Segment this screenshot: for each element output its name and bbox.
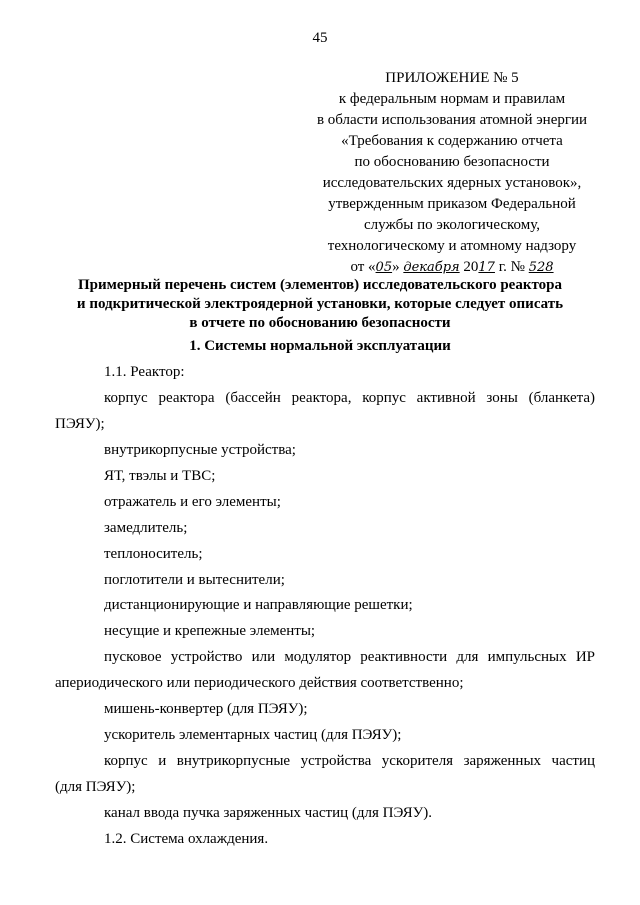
appendix-line: исследовательских ядерных установок», <box>322 175 582 191</box>
appendix-line: к федеральным нормам и правилам <box>338 91 566 107</box>
list-item: дистанционирующие и направляющие решетки; <box>104 597 413 613</box>
list-item: отражатель и его элементы; <box>104 494 281 510</box>
section-heading: 1. Системы нормальной эксплуатации <box>189 338 451 354</box>
handwritten-year: 17 <box>478 260 495 275</box>
list-item-starter-cont: апериодического или периодического действия соответственно; <box>55 675 464 691</box>
list-item: несущие и крепежные элементы; <box>104 623 316 639</box>
handwritten-month: декабря <box>403 260 460 275</box>
list-item: ускоритель элементарных частиц (для ПЭЯУ); <box>104 727 402 743</box>
appendix-title: ПРИЛОЖЕНИЕ № 5 <box>385 70 519 86</box>
list-item: мишень-конвертер (для ПЭЯУ); <box>104 701 308 717</box>
list-item: внутрикорпусные устройства; <box>104 442 296 458</box>
appendix-line: службы по экологическому, <box>364 217 540 233</box>
page-number: 45 <box>312 30 328 46</box>
handwritten-order-number: 528 <box>528 260 554 275</box>
appendix-line: утвержденным приказом Федеральной <box>328 196 576 212</box>
appendix-line: «Требования к содержанию отчета <box>341 133 563 149</box>
appendix-block <box>282 68 622 278</box>
document-title: Примерный перечень систем (элементов) исследовательского реактора и подкритической электроядерной установки, которые следует описать в отчете по обоснованию безопасности <box>76 277 564 331</box>
list-item-vessel-cont: ПЭЯУ); <box>55 416 105 432</box>
list-item: замедлитель; <box>104 520 188 536</box>
list-item-vessel: корпус реактора (бассейн реактора, корпус активной зоны (бланкета) <box>104 390 595 406</box>
item-1-1: 1.1. Реактор: <box>104 364 185 380</box>
list-item: теплоноситель; <box>104 546 203 562</box>
handwritten-day: 05 <box>375 260 393 275</box>
list-item-acc-vessel-cont: (для ПЭЯУ); <box>55 779 136 795</box>
appendix-line: технологическому и атомному надзору <box>327 238 577 254</box>
appendix-line: по обоснованию безопасности <box>354 154 550 170</box>
appendix-line: в области использования атомной энергии <box>316 112 588 128</box>
list-item: поглотители и вытеснители; <box>104 572 285 588</box>
list-item-starter: пусковое устройство или модулятор реактивности для импульсных ИР <box>104 649 595 665</box>
item-1-2: 1.2. Система охлаждения. <box>104 831 269 847</box>
list-item-acc-vessel: корпус и внутрикорпусные устройства ускорителя заряженных частиц <box>104 753 595 769</box>
list-item: ЯТ, твэлы и ТВС; <box>104 468 216 484</box>
list-item: канал ввода пучка заряженных частиц (для ПЭЯУ). <box>104 805 432 821</box>
order-date-line: от «05» декабря 2017 г. № 528 <box>350 259 554 275</box>
